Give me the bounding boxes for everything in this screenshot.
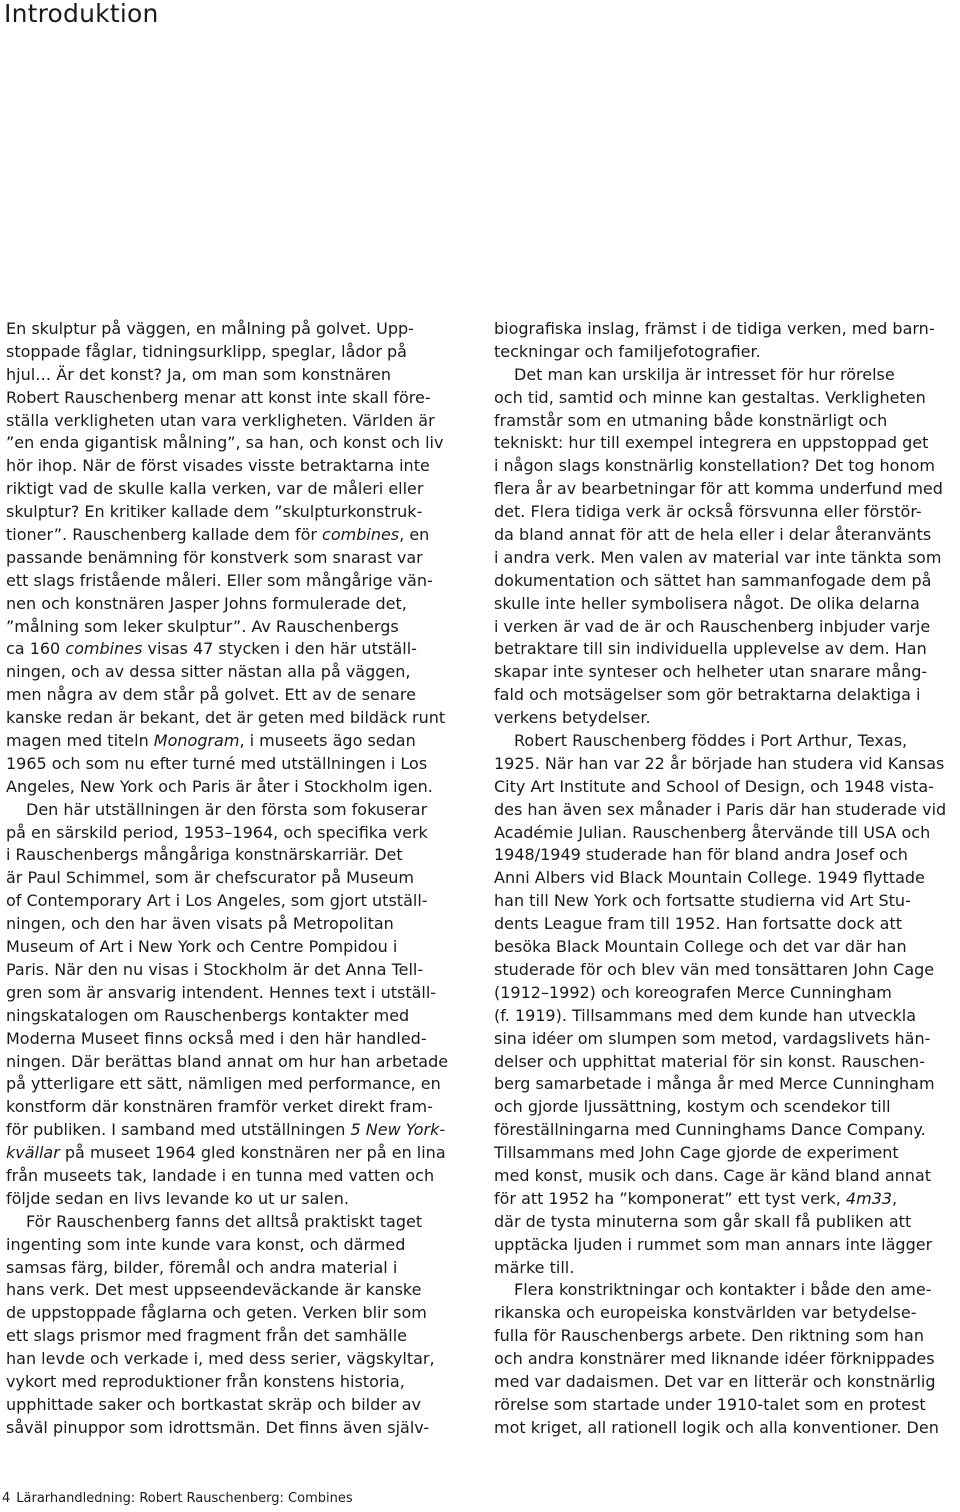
text-line [6, 387, 468, 410]
line-text: Flera konstriktningar och kontakter i både den ame- [514, 1280, 932, 1300]
line-text: da bland annat för att de hela eller i delar återanvänts [494, 525, 932, 545]
line-text: ningen, och av dessa sitter nästan alla på väggen, [6, 662, 411, 682]
text-line [6, 1051, 468, 1074]
line-text: hans verk. Det mest uppseendeväckande är kanske [6, 1280, 422, 1300]
line-text: upptäcka ljuden i rummet som man annars inte lägger [494, 1234, 933, 1254]
line-text: upphittade saker och bortkastat skräp och bilder av [6, 1394, 422, 1414]
line-text: hör ihop. När de först visades visste betraktarna inte [6, 456, 430, 476]
text-line [6, 1188, 468, 1211]
text-line [494, 341, 956, 364]
line-text: delser och upphittat material för sin konst. Rauschen- [494, 1051, 925, 1071]
line-text: ett slags fristående måleri. Eller som mångårige vän- [6, 570, 433, 590]
text-line [494, 1119, 956, 1142]
text-line [494, 1188, 956, 1211]
text-line [6, 1234, 468, 1257]
line-text: City Art Institute and School of Design, och 1948 vista- [494, 776, 934, 796]
line-text: Robert Rauschenberg föddes i Port Arthur, Texas, [514, 731, 908, 751]
line-text: teckningar och familjefotografier. [494, 341, 761, 361]
line-text: of Contemporary Art i Los Angeles, som gjort utställ- [6, 891, 428, 911]
text-line [6, 1165, 468, 1188]
line-text: ningen. Där berättas bland annat om hur han arbetade [6, 1051, 449, 1071]
line-text: tekniskt: hur till exempel integrera en uppstoppad get [494, 433, 929, 453]
text-line [6, 547, 468, 570]
line-text-after: , en [399, 525, 430, 545]
text-line [6, 867, 468, 890]
line-text: ningskatalogen om Rauschenbergs kontakter med [6, 1005, 410, 1025]
text-line [6, 501, 468, 524]
text-line [6, 1028, 468, 1051]
text-line [494, 1371, 956, 1394]
line-text: ”målning som leker skulptur”. Av Rauschenbergs [6, 616, 399, 636]
line-text: fald och motsägelser som gör betraktarna delaktiga i [494, 685, 921, 705]
text-line [494, 1394, 956, 1417]
page-title: Introduktion [4, 0, 159, 28]
line-text: skulle inte heller symbolisera något. De olika delarna [494, 593, 920, 613]
line-text: sina idéer om slumpen som metod, vardagslivets hän- [494, 1028, 931, 1048]
text-line [494, 1073, 956, 1096]
text-line [494, 318, 956, 341]
line-text: han levde och verkade i, med dess serier, vägskyltar, [6, 1349, 435, 1369]
text-line [494, 913, 956, 936]
line-text: berg samarbetade i många år med Merce Cunningham [494, 1074, 935, 1094]
text-line [6, 1371, 468, 1394]
line-text: de uppstoppade fåglarna och geten. Verken blir som [6, 1303, 427, 1323]
text-line [494, 478, 956, 501]
page-footer [2, 1490, 353, 1508]
line-text: Det man kan urskilja är intresset för hur rörelse [514, 364, 895, 384]
text-line [6, 1073, 468, 1096]
line-text: Museum of Art i New York och Centre Pompidou i [6, 937, 398, 957]
text-line [494, 776, 956, 799]
text-line [6, 684, 468, 707]
text-line [494, 364, 956, 387]
line-text: 1948/1949 studerade han för bland andra Josef och [494, 845, 908, 865]
text-line [6, 982, 468, 1005]
text-line [494, 890, 956, 913]
text-line [6, 661, 468, 684]
text-line [494, 867, 956, 890]
line-text: i verken är vad de är och Rauschenberg inbjuder varje [494, 616, 931, 636]
text-line [494, 570, 956, 593]
text-line [494, 1279, 956, 1302]
text-line [6, 890, 468, 913]
text-line [494, 1257, 956, 1280]
line-text-after: på museet 1964 gled konstnären ner på en lina [59, 1143, 446, 1163]
text-line [494, 1005, 956, 1028]
text-line [494, 1096, 956, 1119]
page-number: 4 [2, 1491, 11, 1506]
text-line [6, 410, 468, 433]
text-line [6, 318, 468, 341]
text-line [494, 638, 956, 661]
line-text: dents League fram till 1952. Han fortsatte dock att [494, 914, 903, 934]
text-line [6, 478, 468, 501]
line-text: samsas färg, bilder, föremål och andra material i [6, 1257, 398, 1277]
line-text: där de tysta minuterna som går skall få publiken att [494, 1211, 912, 1231]
text-line [6, 1279, 468, 1302]
line-text: framstår som en utmaning både konstnärligt och [494, 410, 888, 430]
line-text: rörelse som startade under 1910-talet som en protest [494, 1394, 926, 1414]
line-text: följde sedan en livs levande ko ut ur salen. [6, 1188, 349, 1208]
text-line [6, 455, 468, 478]
line-text: (1912–1992) och koreografen Merce Cunningham [494, 982, 892, 1002]
line-text: En skulptur på väggen, en målning på golvet. Upp- [6, 319, 414, 338]
text-line [6, 844, 468, 867]
line-text: han till New York och fortsatte studierna vid Art Stu- [494, 891, 911, 911]
line-text: tioner”. Rauschenberg kallade dem för [6, 525, 323, 545]
line-text: Robert Rauschenberg menar att konst inte skall före- [6, 387, 431, 407]
line-text: stoppade fåglar, tidningsurklipp, speglar, lådor på [6, 341, 407, 361]
text-line [6, 959, 468, 982]
italic-title: kvällar [6, 1143, 60, 1163]
line-text: i någon slags konstnärlig konstellation? Det tog honom [494, 456, 935, 476]
line-text: vykort med reproduktioner från konstens historia, [6, 1371, 405, 1391]
text-line [6, 1005, 468, 1028]
line-text: i Rauschenbergs mångåriga konstnärskarriär. Det [6, 845, 403, 865]
line-text: besöka Black Mountain College och det var där han [494, 937, 907, 957]
line-text: (f. 1919). Tillsammans med dem kunde han utveckla [494, 1005, 917, 1025]
italic-title: combines [322, 525, 400, 545]
text-line [494, 593, 956, 616]
line-text: och tid, samtid och minne kan gestaltas. Verkligheten [494, 387, 926, 407]
text-line [6, 638, 468, 661]
line-text-after: , i museets ägo sedan [239, 731, 416, 751]
text-line [6, 432, 468, 455]
text-line [494, 547, 956, 570]
text-line [494, 524, 956, 547]
text-line [6, 707, 468, 730]
text-line [494, 1348, 956, 1371]
text-line [6, 913, 468, 936]
text-line [494, 387, 956, 410]
text-line [6, 1096, 468, 1119]
text-line [6, 1142, 468, 1165]
line-text: med var dadaismen. Det var en litterär och konstnärlig [494, 1371, 936, 1391]
text-line [494, 410, 956, 433]
text-line [494, 822, 956, 845]
line-text: skapar inte synteser och helheter utan snarare mång- [494, 662, 928, 682]
text-line [494, 1234, 956, 1257]
line-text: des han även sex månader i Paris där han studerade vid [494, 799, 947, 819]
line-text: betraktare till sin individuella upplevelse av dem. Han [494, 639, 927, 659]
line-text-after: visas 47 stycken i den här utställ- [142, 639, 417, 659]
line-text: verkens betydelser. [494, 708, 651, 728]
left-text-column [6, 318, 468, 1440]
line-text: Den här utställningen är den första som fokuserar [26, 799, 428, 819]
line-text: För Rauschenberg fanns det alltså praktiskt taget [26, 1211, 423, 1231]
line-text: flera år av bearbetningar för att komma underfund med [494, 479, 943, 499]
line-text: hjul… Är det konst? Ja, om man som konstnären [6, 364, 391, 384]
text-line [494, 1325, 956, 1348]
line-text: 1965 och som nu efter turné med utställningen i Los [6, 753, 428, 773]
italic-title: 5 New York- [350, 1120, 446, 1140]
text-line [494, 1165, 956, 1188]
text-line [494, 959, 956, 982]
text-line [494, 1302, 956, 1325]
line-text-after: , [892, 1188, 898, 1208]
line-text: skulptur? En kritiker kallade dem ”skulpturkonstruk- [6, 502, 423, 522]
italic-title: Monogram [153, 731, 240, 751]
text-line [494, 684, 956, 707]
line-text: föreställningarna med Cunninghams Dance Company. [494, 1120, 926, 1140]
line-text: ”en enda gigantisk målning”, sa han, och konst och liv [6, 433, 444, 453]
line-text: för publiken. I samband med utställningen [6, 1120, 351, 1140]
text-line [6, 730, 468, 753]
text-line [494, 707, 956, 730]
text-line [6, 1394, 468, 1417]
line-text: Angeles, New York och Paris är åter i Stockholm igen. [6, 776, 433, 796]
text-line [6, 1302, 468, 1325]
footer-title: Lärarhandledning: Robert Rauschenberg: Combines [16, 1491, 353, 1506]
text-line [494, 501, 956, 524]
line-text: från museets tak, landade i en tunna med vatten och [6, 1165, 435, 1185]
text-line [494, 730, 956, 753]
text-line [6, 1325, 468, 1348]
line-text: 1925. När han var 22 år började han studera vid Kansas [494, 753, 945, 773]
line-text: biografiska inslag, främst i de tidiga verken, med barn- [494, 319, 935, 338]
line-text: men några av dem står på golvet. Ett av de senare [6, 685, 416, 705]
line-text: Moderna Museet finns också med i den här handled- [6, 1028, 427, 1048]
italic-title: combines [65, 639, 143, 659]
line-text: med konst, musik och dans. Cage är känd bland annat [494, 1165, 932, 1185]
line-text: ett slags prismor med fragment från det samhälle [6, 1326, 407, 1346]
text-line [6, 1119, 468, 1142]
line-text: mot kriget, all rationell logik och alla konventioner. Den [494, 1417, 939, 1437]
text-line [6, 1257, 468, 1280]
line-text: och andra konstnärer med liknande idéer förknippades [494, 1349, 935, 1369]
text-line [494, 936, 956, 959]
text-line [6, 616, 468, 639]
line-text: gren som är ansvarig intendent. Hennes text i utställ- [6, 982, 437, 1002]
text-line [494, 1028, 956, 1051]
text-line [6, 364, 468, 387]
text-line [6, 524, 468, 547]
text-line [494, 753, 956, 776]
text-line [494, 455, 956, 478]
text-line [6, 936, 468, 959]
text-line [494, 982, 956, 1005]
line-text: kanske redan är bekant, det är geten med bildäck runt [6, 708, 446, 728]
line-text: passande benämning för konstverk som snarast var [6, 547, 423, 567]
line-text: fulla för Rauschenbergs arbete. Den riktning som han [494, 1326, 924, 1346]
line-text: ställa verkligheten utan vara verkligheten. Världen är [6, 410, 435, 430]
text-line [494, 661, 956, 684]
line-text: ningen, och den har även visats på Metropolitan [6, 914, 394, 934]
text-line [6, 776, 468, 799]
text-line [494, 432, 956, 455]
text-line [6, 593, 468, 616]
line-text: ca 160 [6, 639, 66, 659]
line-text: för att 1952 ha ”komponerat” ett tyst verk, [494, 1188, 846, 1208]
text-line [6, 753, 468, 776]
right-text-column [494, 318, 956, 1440]
line-text: i andra verk. Men valen av material var inte tänkta som [494, 547, 942, 567]
line-text: konstform där konstnären framför verket direkt fram- [6, 1097, 433, 1117]
text-line [6, 1417, 468, 1440]
text-line [494, 1142, 956, 1165]
line-text: Paris. När den nu visas i Stockholm är det Anna Tell- [6, 959, 424, 979]
text-line [6, 570, 468, 593]
text-line [494, 799, 956, 822]
line-text: märke till. [494, 1257, 575, 1277]
line-text: på en särskild period, 1953–1964, och specifika verk [6, 822, 428, 842]
line-text: Anni Albers vid Black Mountain College. 1949 flyttade [494, 868, 925, 888]
text-line [494, 844, 956, 867]
text-line [494, 1211, 956, 1234]
text-line [6, 1348, 468, 1371]
line-text: ingenting som inte kunde vara konst, och därmed [6, 1234, 406, 1254]
line-text: på ytterligare ett sätt, nämligen med performance, en [6, 1074, 441, 1094]
line-text: är Paul Schimmel, som är chefscurator på Museum [6, 868, 415, 888]
line-text: och gjorde ljussättning, kostym och scendekor till [494, 1097, 891, 1117]
line-text: magen med titeln [6, 731, 154, 751]
line-text: rikanska och europeiska konstvärlden var betydelse- [494, 1303, 917, 1323]
line-text: studerade för och blev vän med tonsättaren John Cage [494, 959, 935, 979]
text-line [6, 341, 468, 364]
text-line [494, 616, 956, 639]
line-text: Tillsammans med John Cage gjorde de experiment [494, 1143, 899, 1163]
text-line [494, 1051, 956, 1074]
line-text: såväl pinuppor som idrottsmän. Det finns även själv- [6, 1417, 430, 1437]
line-text: Académie Julian. Rauschenberg återvände till USA och [494, 822, 931, 842]
text-line [494, 1417, 956, 1440]
line-text: det. Flera tidiga verk är också försvunna eller förstör- [494, 502, 922, 522]
text-line [6, 1211, 468, 1234]
line-text: nen och konstnären Jasper Johns formulerade det, [6, 593, 407, 613]
line-text: dokumentation och sättet han sammanfogade dem på [494, 570, 932, 590]
text-line [6, 822, 468, 845]
line-text: riktigt vad de skulle kalla verken, var de måleri eller [6, 479, 424, 499]
text-line [6, 799, 468, 822]
italic-title: 4m33 [845, 1188, 893, 1208]
